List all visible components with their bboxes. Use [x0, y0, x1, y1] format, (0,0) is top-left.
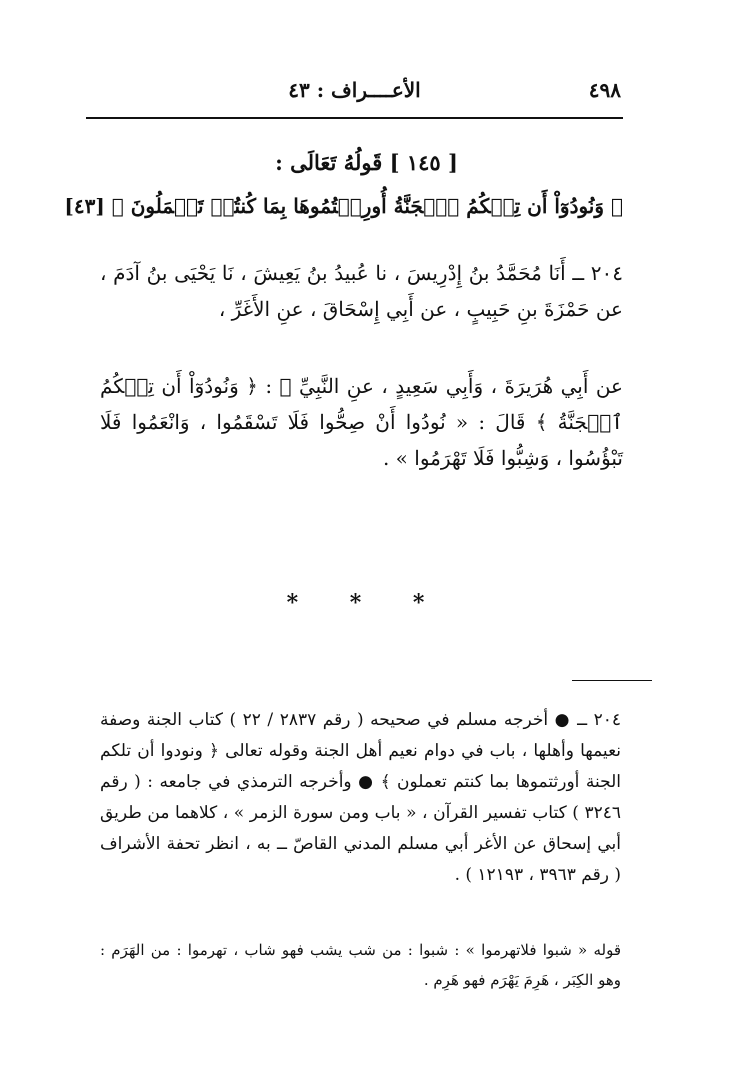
header-rule	[86, 117, 623, 119]
hadith-matn: عن أَبِي هُرَيرَةَ ، وَأَبِي سَعِيدٍ ، عنِ النَّبِيِّ ﷺ : ﴿ وَنُودُوٓاْ أَن تِلۡكُمُ ٱلۡجَنَّةُ ﴾ قَالَ : « نُودُوا أَنْ صِحُّوا فَلَا تَسْقَمُوا ، وَانْعَمُوا فَلَا تَبْؤُسُوا ، وَشِبُّوا فَلَا تَهْرَمُوا » .	[100, 374, 623, 470]
quran-verse: ﴿ وَنُودُوٓاْ أَن تِلۡكُمُ ٱلۡجَنَّةُ أُورِثۡتُمُوهَا بِمَا كُنتُمۡ تَعۡمَلُونَ ﴾ [٤٣]	[64, 194, 623, 218]
footnote-rule	[572, 680, 652, 681]
page-header	[88, 72, 621, 108]
hadith-isnad: ٢٠٤ ــ أَنَا مُحَمَّدُ بنُ إِدْرِيسَ ، نا عُبيدُ بنُ يَعِيشَ ، نَا يَحْيَى بنُ آدَمَ ، عن حَمْزَةَ بنِ حَبِيبٍ ، عن أَبِي إِسْحَاقَ ، عنِ الأَغَرِّ ،	[100, 261, 623, 321]
footnote-takhrij: ٢٠٤ ــ ● أخرجه مسلم في صحيحه ( رقم ٢٨٣٧ / ٢٢ ) كتاب الجنة وصفة نعيمها وأهلها ، باب في دوام نعيم أهل الجنة وقوله تعالى ﴿ ونودوا أن تلكم الجنة أورثتموها بما كنتم تعملون ﴾ ● وأخرجه الترمذي في جامعه : ( رقم ٣٢٤٦ ) كتاب تفسير القرآن ، « باب ومن سورة الزمر » ، كلاهما من طريق أبي إسحاق عن الأغر أبي مسلم المدني القاصّ ــ به ، انظر تحفة الأشراف ( رقم ٣٩٦٣ ، ١٢١٩٣ ) .	[100, 710, 621, 885]
section-separator: * * *	[286, 590, 447, 616]
page-number: ٤٩٨	[588, 78, 621, 102]
section-heading: [ ١٤٥ ] قَولُهُ تَعَالَى :	[275, 150, 458, 175]
running-title: الأعــــراف : ٤٣	[288, 78, 421, 102]
footnote-gloss: قوله « شبوا فلاتهرموا » : شبوا : من شب يشب فهو شاب ، تهرموا : من الهَرَم : وهو الكِبَر ، هَرِمَ يَهْرَم فهو هَرِم .	[100, 941, 621, 989]
